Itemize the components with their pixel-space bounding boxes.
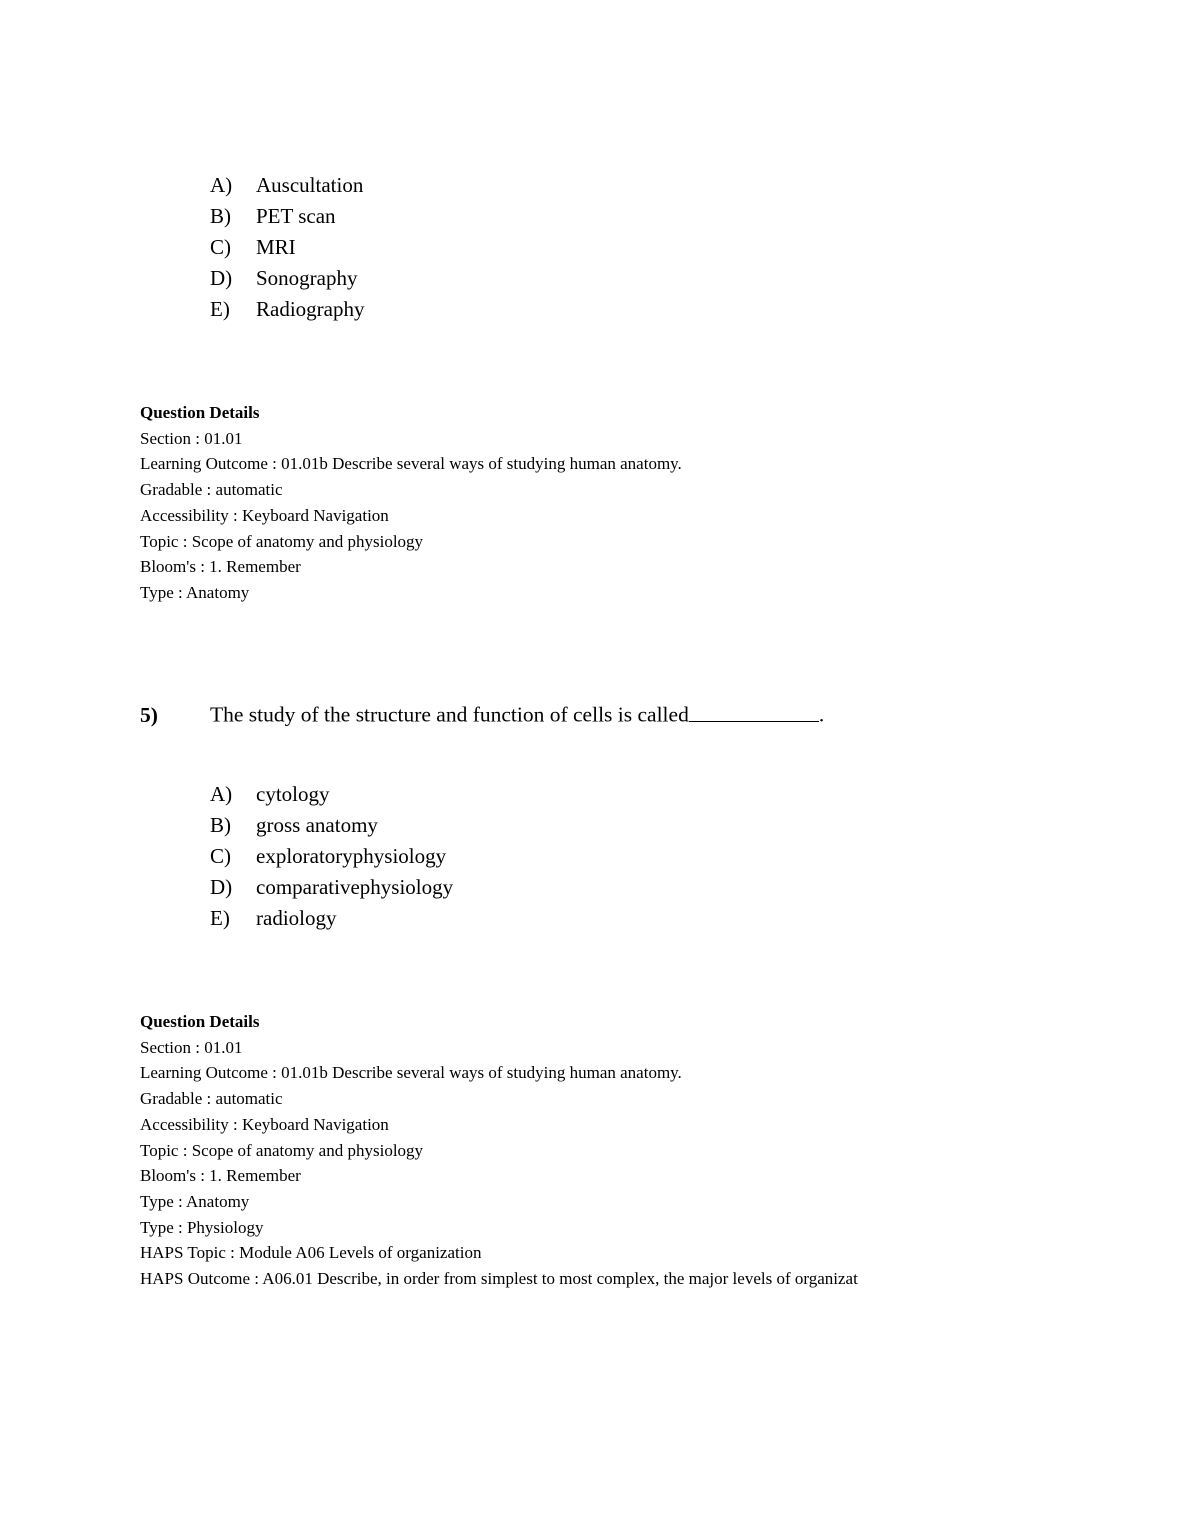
option-text: PET scan — [256, 204, 336, 228]
detail-line-blooms: Bloom's : 1. Remember — [140, 1166, 301, 1186]
option-row — [210, 232, 364, 263]
detail-line-haps-topic: HAPS Topic : Module A06 Levels of organization — [140, 1243, 482, 1263]
question-period: . — [818, 702, 825, 727]
option-text: MRI — [256, 235, 296, 259]
detail-line-type-anatomy: Type : Anatomy — [140, 1191, 250, 1211]
option-row — [210, 872, 453, 903]
details-heading: Question Details — [140, 1012, 260, 1031]
option-letter: E) — [210, 297, 230, 321]
detail-line-learning-outcome: Learning Outcome : 01.01b Describe several ways of studying human anatomy. — [140, 454, 682, 474]
option-text: radiology — [256, 906, 337, 930]
option-text: comparativephysiology — [256, 875, 454, 899]
option-text: Radiography — [256, 297, 365, 321]
question-5-options — [210, 779, 453, 934]
option-letter: B) — [210, 813, 231, 837]
detail-line-learning-outcome: Learning Outcome : 01.01b Describe several ways of studying human anatomy. — [140, 1063, 682, 1083]
question-5-details — [140, 1009, 858, 1292]
option-letter: C) — [210, 235, 231, 259]
option-text: gross anatomy — [256, 813, 378, 837]
detail-line-topic: Topic : Scope of anatomy and physiology — [140, 1140, 424, 1160]
option-row — [210, 263, 364, 294]
detail-line-blooms: Bloom's : 1. Remember — [140, 557, 301, 577]
option-row — [210, 779, 453, 810]
detail-line-type: Type : Anatomy — [140, 582, 250, 602]
option-row — [210, 201, 364, 232]
detail-line-section: Section : 01.01 — [140, 428, 243, 448]
option-letter: D) — [210, 266, 233, 290]
detail-line-type-physiology: Type : Physiology — [140, 1217, 264, 1237]
option-letter: E) — [210, 906, 230, 930]
details-heading: Question Details — [140, 403, 260, 422]
option-letter: D) — [210, 875, 233, 899]
option-row — [210, 841, 453, 872]
detail-line-gradable: Gradable : automatic — [140, 480, 283, 500]
option-letter: C) — [210, 844, 231, 868]
option-row — [210, 170, 364, 201]
question-4-options — [210, 170, 364, 325]
question-text: The study of the structure and function of cells is called — [210, 702, 689, 727]
option-letter: A) — [210, 782, 233, 806]
option-row — [210, 810, 453, 841]
option-text: Sonography — [256, 266, 358, 290]
answer-blank — [689, 699, 819, 722]
detail-line-accessibility: Accessibility : Keyboard Navigation — [140, 1114, 389, 1134]
detail-line-haps-outcome: HAPS Outcome : A06.01 Describe, in order from simplest to most complex, the major levels of organizat — [140, 1269, 858, 1289]
question-4-details — [140, 400, 682, 606]
question-5-stem — [140, 699, 824, 730]
option-row — [210, 903, 453, 934]
option-letter: A) — [210, 173, 233, 197]
detail-line-accessibility: Accessibility : Keyboard Navigation — [140, 505, 389, 525]
option-text: Auscultation — [256, 173, 364, 197]
option-row — [210, 294, 364, 325]
detail-line-section: Section : 01.01 — [140, 1037, 243, 1057]
question-number: 5) — [140, 702, 158, 727]
detail-line-gradable: Gradable : automatic — [140, 1089, 283, 1109]
detail-line-topic: Topic : Scope of anatomy and physiology — [140, 531, 424, 551]
option-letter: B) — [210, 204, 231, 228]
option-text: exploratoryphysiology — [256, 844, 447, 868]
option-text: cytology — [256, 782, 330, 806]
